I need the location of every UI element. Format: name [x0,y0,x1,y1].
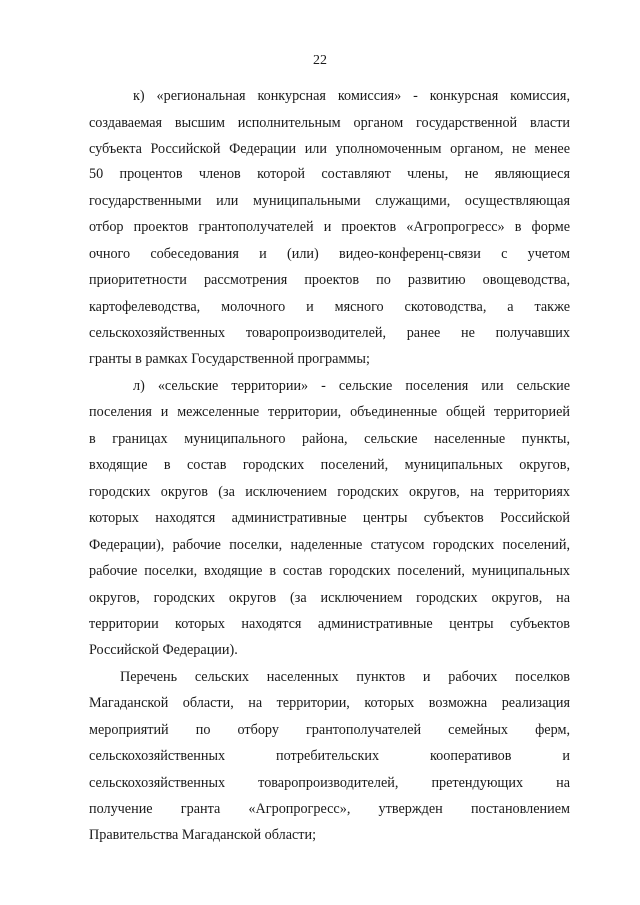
paragraph-k-line-8: приоритетности рассмотрения проектов по развитию овощеводства, [89,272,570,288]
paragraph-l-line-4: входящие в состав городских поселений, муниципальных округов, [89,457,570,473]
paragraph-l-line-6: которых находятся административные центры субъектов Российской [89,510,570,526]
paragraph-l-line-1: л) «сельские территории» - сельские поселения или сельские [133,378,570,394]
paragraph-l-line-7: Федерации), рабочие поселки, наделенные статусом городских поселений, [89,537,570,553]
paragraph-l-line-10: территории которых находятся административные центры субъектов [89,616,570,632]
paragraph-l-line-8: рабочие поселки, входящие в состав городских поселений, муниципальных [89,563,570,579]
paragraph-list-line-5: сельскохозяйственных товаропроизводителей, претендующих на [89,775,570,791]
paragraph-l-line-9: округов, городских округов (за исключением городских округов, на [89,590,570,606]
paragraph-l-line-11: Российской Федерации). [89,642,238,658]
paragraph-k-line-3: субъекта Российской Федерации или уполномоченным органом, не менее [89,141,570,157]
page-number: 22 [313,53,327,68]
paragraph-l-line-3: в границах муниципального района, сельские населенные пункты, [89,431,570,447]
paragraph-k-line-1: к) «региональная конкурсная комиссия» - конкурсная комиссия, [133,88,570,104]
paragraph-l-line-2: поселения и межселенные территории, объединенные общей территорией [89,404,570,420]
paragraph-k-line-4: 50 процентов членов которой составляют члены, не являющиеся [89,166,570,182]
paragraph-k-line-5: государственными или муниципальными служащими, осуществляющая [89,193,570,209]
paragraph-list-line-7: Правительства Магаданской области; [89,827,317,843]
paragraph-k-line-6: отбор проектов грантополучателей и проектов «Агропрогресс» в форме [89,219,570,235]
paragraph-k-line-9: картофелеводства, молочного и мясного скотоводства, а также [89,299,570,315]
paragraph-list-line-4: сельскохозяйственных потребительских кооперативов и [89,748,570,764]
paragraph-k-line-10: сельскохозяйственных товаропроизводителей, ранее не получавших [89,325,570,341]
paragraph-list-line-1: Перечень сельских населенных пунктов и рабочих поселков [120,669,570,685]
paragraph-k-line-2: создаваемая высшим исполнительным органом государственной власти [89,115,570,131]
paragraph-list-line-6: получение гранта «Агропрогресс», утвержден постановлением [89,801,570,817]
paragraph-k-line-11: гранты в рамках Государственной программы; [89,351,370,367]
paragraph-list-line-3: мероприятий по отбору грантополучателей семейных ферм, [89,722,570,738]
paragraph-list-line-2: Магаданской области, на территории, которых возможна реализация [89,695,570,711]
paragraph-l-line-5: городских округов (за исключением городских округов, на территориях [89,484,570,500]
paragraph-k-line-7: очного собеседования и (или) видео-конференц-связи с учетом [89,246,570,262]
